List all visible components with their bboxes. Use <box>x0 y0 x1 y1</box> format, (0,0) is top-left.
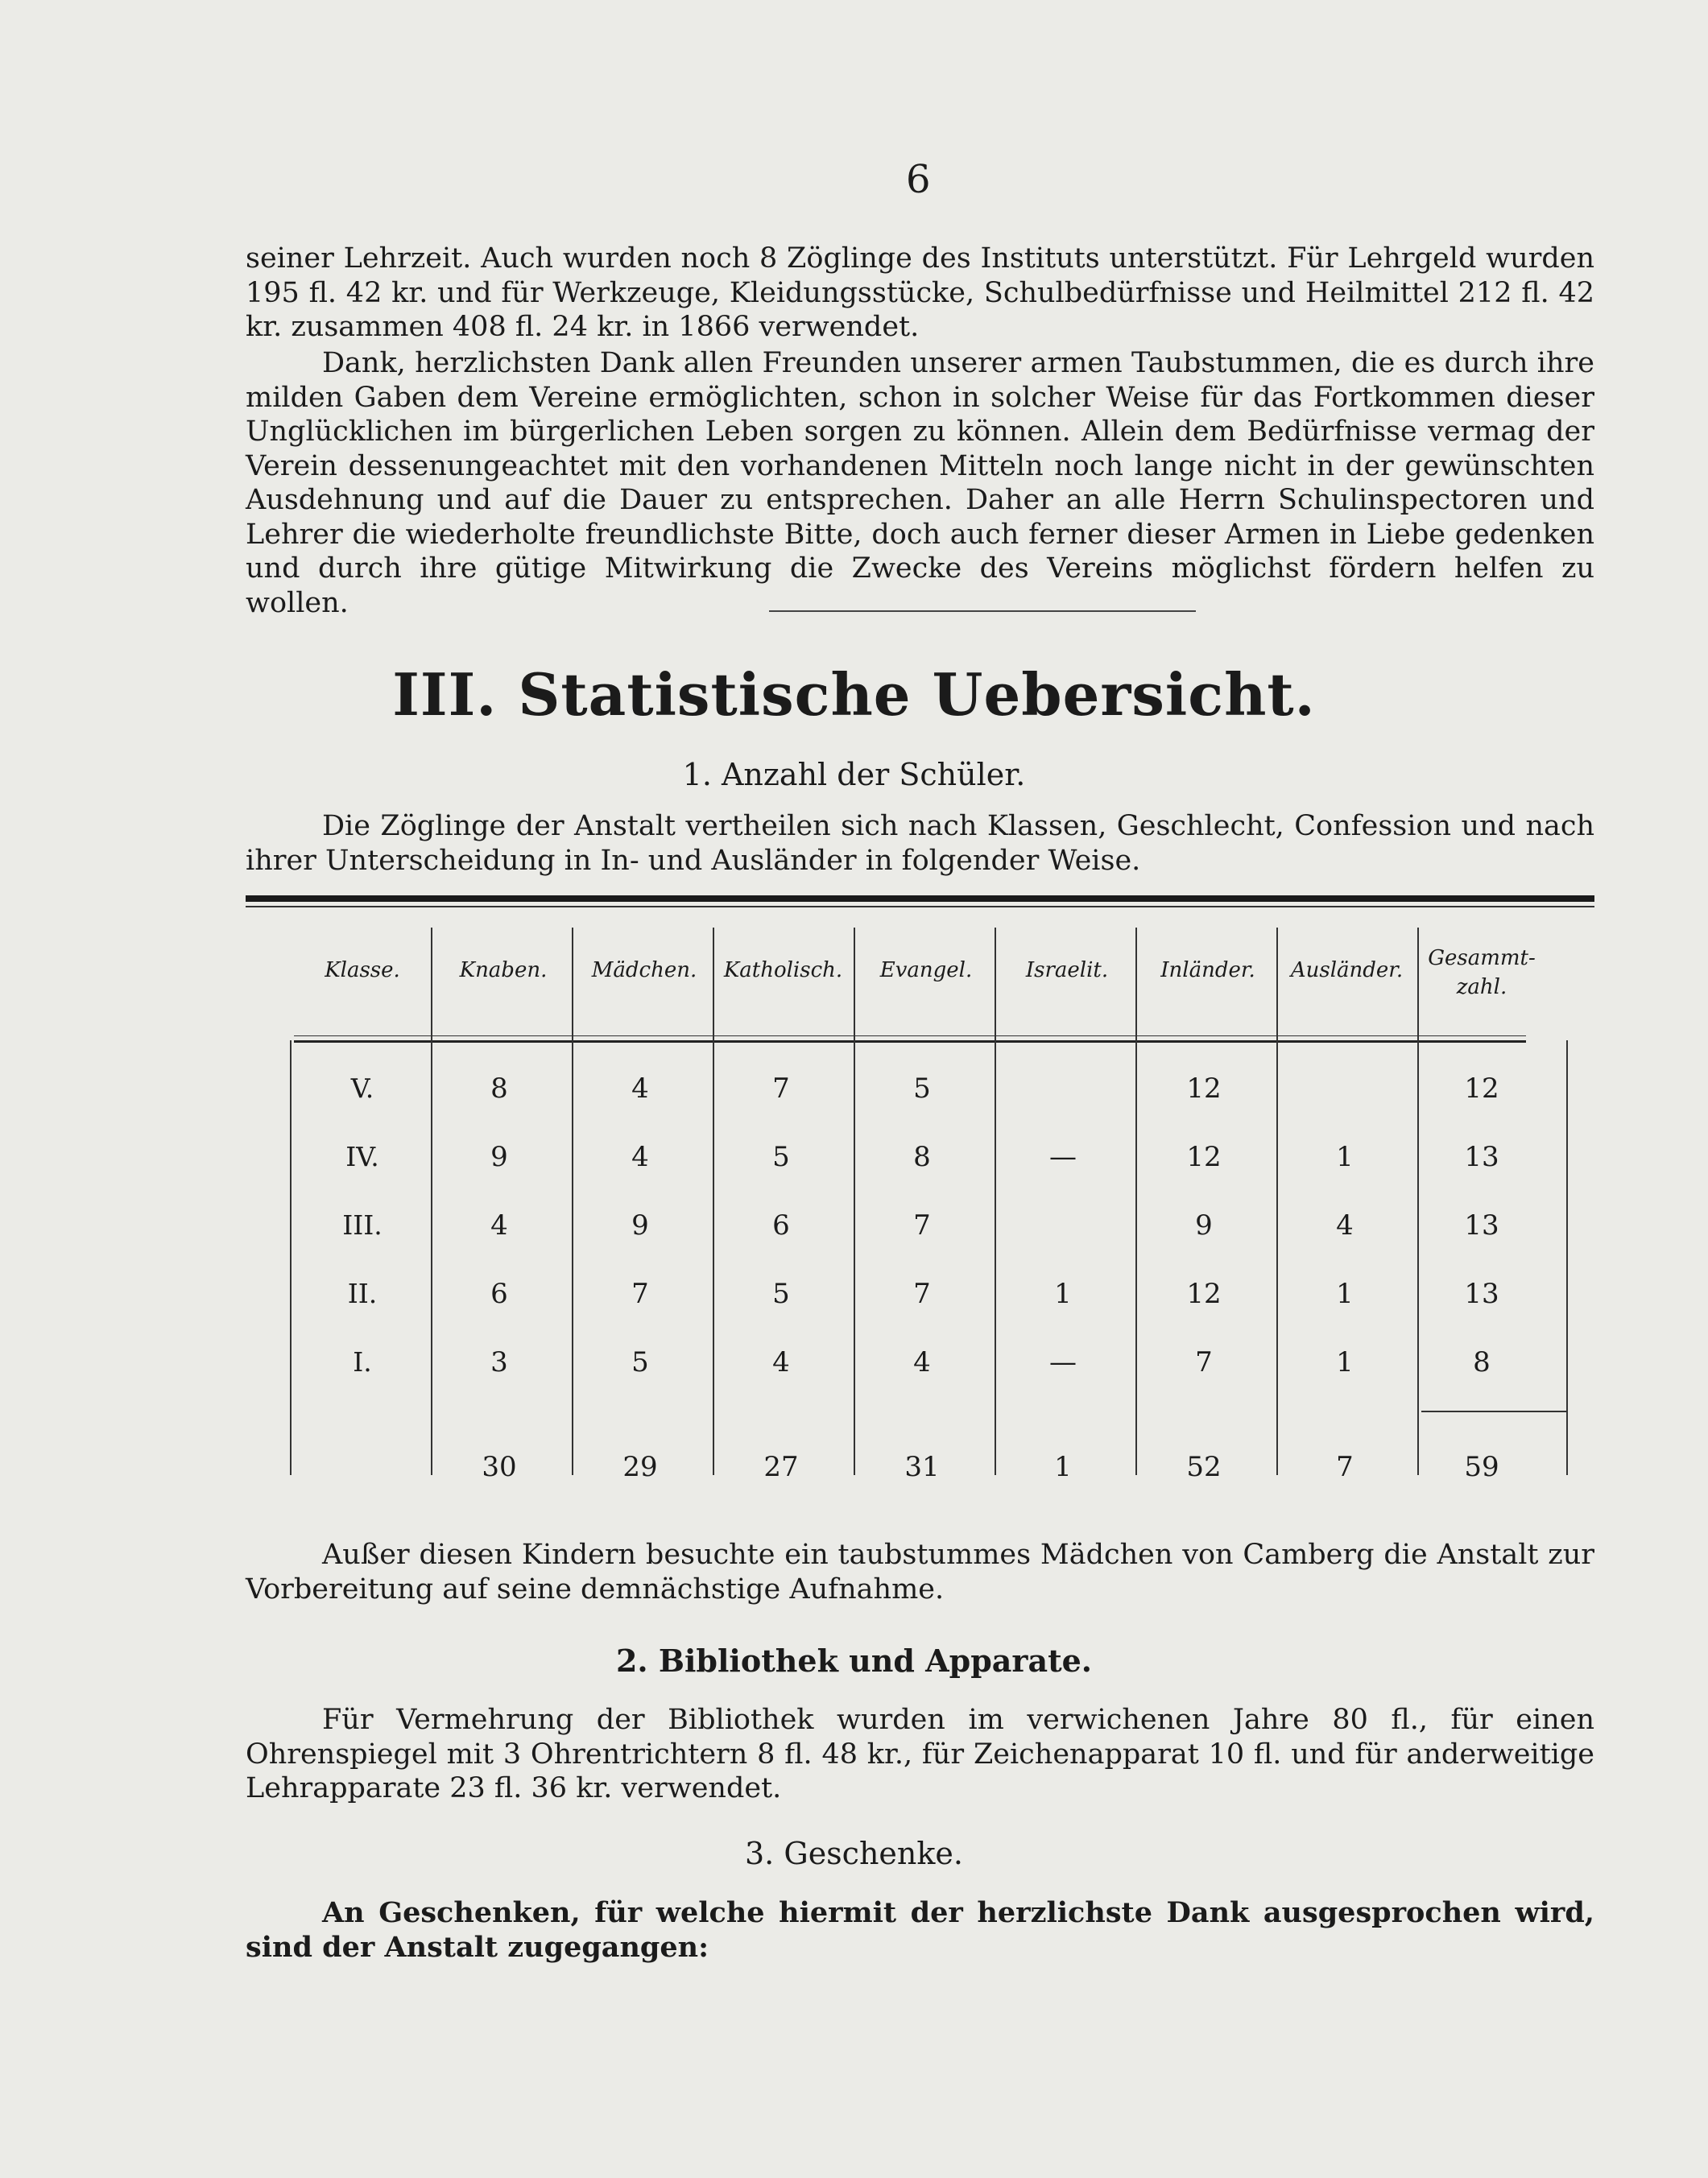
header-gesammtzahl: Gesammt-zahl. <box>1428 946 1536 999</box>
total-gesammtzahl: 59 <box>1464 1451 1499 1483</box>
cell-gesammtzahl: 8 <box>1473 1346 1491 1378</box>
col-divider <box>1417 928 1419 1475</box>
paragraph-lehrzeit: seiner Lehrzeit. Auch wurden noch 8 Zöglinge des Instituts unterstützt. Für Lehrgeld wurden 195 fl. 42 kr. und für Werkzeuge, Kleidungsstücke, Schulbedürfnisse und Heilmittel 212 fl. 42 kr. zusammen 408 fl. 24 kr. in 1866 verwendet. <box>246 242 1594 343</box>
cell-auslaender: 1 <box>1336 1141 1354 1173</box>
paragraph-zoeglinge: Die Zöglinge der Anstalt vertheilen sich nach Klassen, Geschlecht, Confession und nach ihrer Unterscheidung in In- und Ausländer in folgender Weise. <box>246 810 1594 877</box>
header-maedchen: Mädchen. <box>591 958 697 982</box>
cell-klasse: I. <box>353 1346 372 1378</box>
subheading-anzahl: 1. Anzahl der Schüler. <box>682 757 1026 792</box>
separator-rule <box>769 610 1196 612</box>
section-heading: III. Statistische Uebersicht. <box>392 660 1316 729</box>
cell-auslaender: 1 <box>1336 1278 1354 1310</box>
col-divider <box>572 928 573 1475</box>
header-auslaender: Ausländer. <box>1290 958 1404 982</box>
cell-klasse: IV. <box>345 1141 379 1172</box>
cell-israelit: — <box>1049 1141 1077 1173</box>
cell-auslaender: 4 <box>1336 1209 1354 1242</box>
cell-inlaender: 12 <box>1186 1278 1222 1310</box>
statistics-table <box>246 895 1594 1507</box>
col-divider <box>1276 928 1278 1475</box>
cell-inlaender: 9 <box>1195 1209 1213 1242</box>
cell-inlaender: 7 <box>1195 1346 1213 1378</box>
cell-katholisch: 4 <box>772 1346 790 1378</box>
sum-rule <box>1421 1411 1566 1412</box>
cell-maedchen: 5 <box>631 1346 649 1378</box>
cell-maedchen: 9 <box>631 1209 649 1242</box>
cell-knaben: 3 <box>490 1346 508 1378</box>
header-evangel: Evangel. <box>879 958 973 982</box>
cell-inlaender: 12 <box>1186 1141 1222 1173</box>
cell-maedchen: 4 <box>631 1072 649 1105</box>
cell-katholisch: 6 <box>772 1209 790 1242</box>
cell-klasse: V. <box>350 1072 374 1104</box>
total-katholisch: 27 <box>763 1451 799 1483</box>
paragraph-camberg: Außer diesen Kindern besuchte ein taubstummes Mädchen von Camberg die Anstalt zur Vorbereitung auf seine demnächstige Aufnahme. <box>246 1539 1594 1606</box>
cell-katholisch: 5 <box>772 1141 790 1173</box>
total-inlaender: 52 <box>1186 1451 1222 1483</box>
cell-maedchen: 4 <box>631 1141 649 1173</box>
paragraph-bibliothek: Für Vermehrung der Bibliothek wurden im verwichenen Jahre 80 fl., für einen Ohrenspiegel mit 3 Ohrentrichtern 8 fl. 48 kr., für Zeichenapparat 10 fl. und für anderweitige Lehrapparate 23 fl. 36 kr. verwendet. <box>246 1704 1594 1804</box>
total-knaben: 30 <box>482 1451 517 1483</box>
col-divider <box>995 928 996 1475</box>
cell-israelit: 1 <box>1054 1278 1072 1310</box>
page-number: 6 <box>906 157 931 202</box>
col-divider <box>1135 928 1137 1475</box>
subheading-geschenke: 3. Geschenke. <box>745 1836 963 1871</box>
table-top-thin-rule <box>246 906 1594 907</box>
cell-israelit: — <box>1049 1346 1077 1378</box>
header-israelit: Israelit. <box>1025 958 1109 982</box>
cell-gesammtzahl: 13 <box>1464 1209 1499 1242</box>
cell-gesammtzahl: 13 <box>1464 1141 1499 1173</box>
cell-katholisch: 7 <box>772 1072 790 1105</box>
total-evangel: 31 <box>904 1451 940 1483</box>
paragraph-dank: Dank, herzlichsten Dank allen Freunden unserer armen Taubstummen, die es durch ihre milden Gaben dem Vereine ermöglichten, schon in solcher Weise für das Fortkommen dieser Unglücklichen im bürgerlichen Leben sorgen zu können. Allein dem Bedürfnisse vermag der Verein dessenungeachtet mit den vorhandenen Mitteln noch lange nicht in der gewünschten Ausdehnung und auf die Dauer zu entsprechen. Daher an alle Herrn Schulinspectoren und Lehrer die wiederholte freundlichste Bitte, doch auch ferner dieser Armen in Liebe gedenken und durch ihre gütige Mitwirkung die Zwecke des Vereins möglichst fördern helfen zu wollen. <box>246 347 1594 619</box>
total-auslaender: 7 <box>1336 1451 1354 1483</box>
header-inlaender: Inländer. <box>1160 958 1255 982</box>
cell-evangel: 7 <box>913 1209 931 1242</box>
total-maedchen: 29 <box>622 1451 658 1483</box>
header-katholisch: Katholisch. <box>723 958 843 982</box>
cell-knaben: 9 <box>490 1141 508 1173</box>
cell-maedchen: 7 <box>631 1278 649 1310</box>
cell-evangel: 7 <box>913 1278 931 1310</box>
cell-gesammtzahl: 12 <box>1464 1072 1499 1105</box>
cell-auslaender: 1 <box>1336 1346 1354 1378</box>
cell-knaben: 8 <box>490 1072 508 1105</box>
col-divider <box>854 928 855 1475</box>
subheading-bibliothek: 2. Bibliothek und Apparate. <box>615 1643 1093 1679</box>
cell-klasse: II. <box>347 1278 378 1309</box>
cell-knaben: 4 <box>490 1209 508 1242</box>
header-knaben: Knaben. <box>459 958 548 982</box>
header-klasse: Klasse. <box>325 958 400 982</box>
col-divider <box>431 928 432 1475</box>
cell-evangel: 4 <box>913 1346 931 1378</box>
cell-evangel: 8 <box>913 1141 931 1173</box>
table-top-rule <box>246 895 1594 902</box>
paragraph-geschenke: An Geschenken, für welche hiermit der herzlichste Dank ausgesprochen wird, sind der Anstalt zugegangen: <box>246 1896 1594 1964</box>
total-israelit: 1 <box>1054 1451 1072 1483</box>
cell-inlaender: 12 <box>1186 1072 1222 1105</box>
table-header-rule-thin <box>294 1035 1526 1036</box>
col-divider <box>290 1040 292 1475</box>
cell-katholisch: 5 <box>772 1278 790 1310</box>
table-header-rule <box>294 1040 1526 1043</box>
col-divider <box>1566 1040 1568 1475</box>
col-divider <box>713 928 714 1475</box>
cell-klasse: III. <box>342 1209 383 1241</box>
cell-evangel: 5 <box>913 1072 931 1105</box>
cell-knaben: 6 <box>490 1278 508 1310</box>
cell-gesammtzahl: 13 <box>1464 1278 1499 1310</box>
